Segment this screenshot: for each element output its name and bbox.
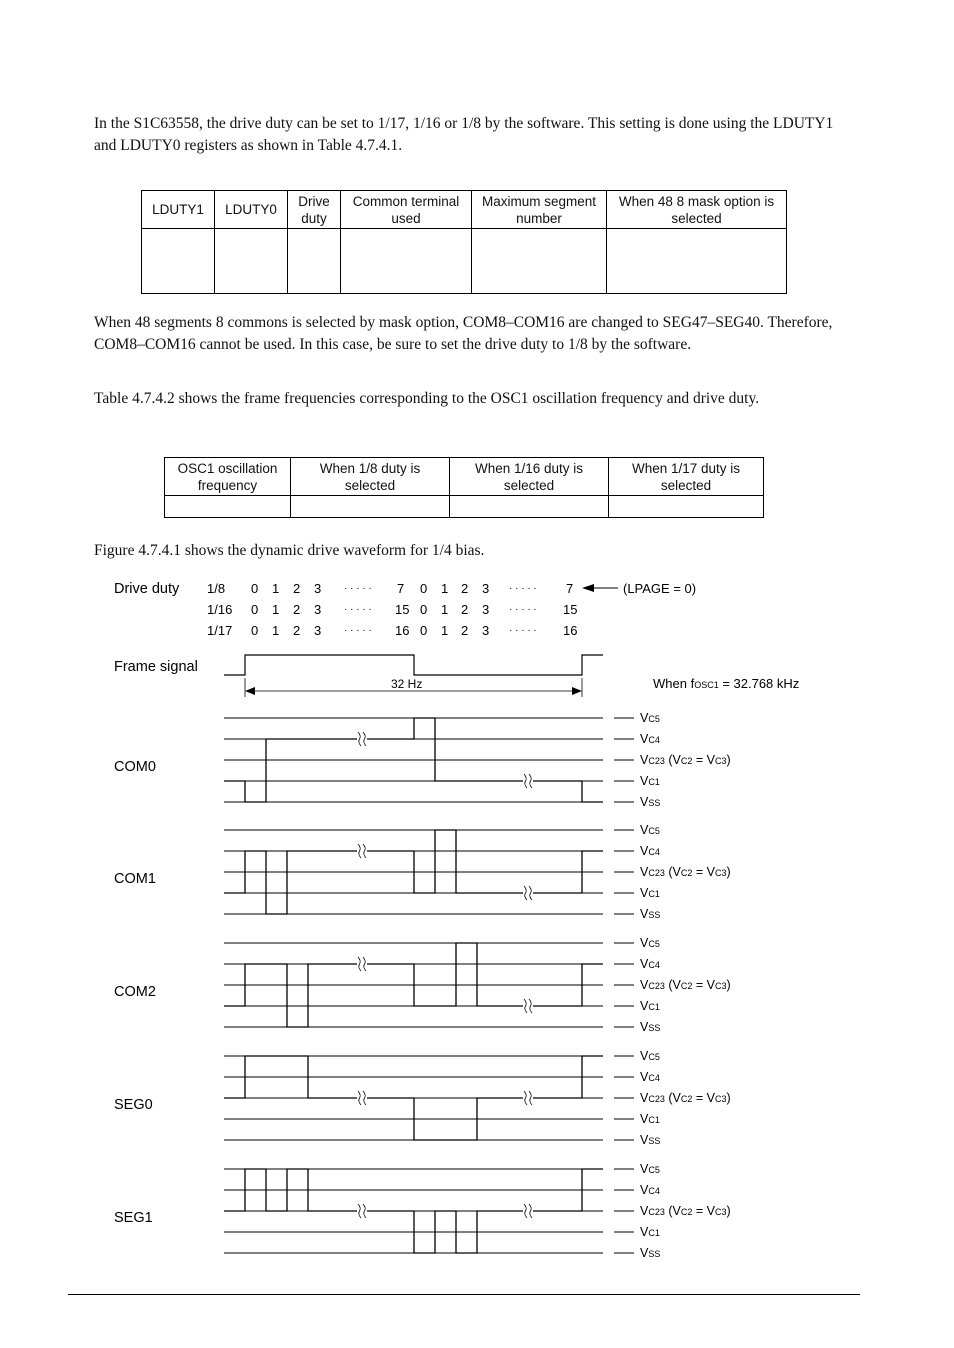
slot-number: 0	[420, 581, 428, 596]
frame-signal-label: Frame signal	[114, 659, 198, 675]
voltage-level-label: VC5	[640, 823, 660, 837]
slot-number: 1	[272, 602, 280, 617]
waveform-groups	[114, 711, 731, 1260]
slot-number: 0	[251, 623, 259, 638]
slot-number: 2	[293, 581, 301, 596]
ellipsis: · · · · ·	[509, 583, 537, 594]
duty-row-1-17	[207, 623, 577, 638]
slot-number: 1	[272, 623, 280, 638]
slot-number: 1	[272, 581, 280, 596]
signal-label: SEG1	[114, 1210, 153, 1226]
com1-waveform	[114, 823, 731, 921]
com0-waveform	[114, 711, 731, 809]
voltage-level-label: VC4	[640, 732, 660, 746]
table-header-cell: LDUTY0	[215, 191, 288, 229]
slot-number: 16	[563, 623, 578, 638]
com2-waveform	[114, 936, 731, 1034]
voltage-level-label: VC1	[640, 1112, 660, 1126]
waveform-trace	[224, 1169, 603, 1253]
frame-frequency-paragraph: Table 4.7.4.2 shows the frame frequencies corresponding to the OSC1 oscillation frequency and drive duty.	[94, 390, 760, 407]
voltage-level-label: VC4	[640, 844, 660, 858]
voltage-level-label: VSS	[640, 1020, 661, 1034]
slot-number: 3	[314, 623, 322, 638]
slot-number: 0	[420, 623, 428, 638]
slot-number: 3	[314, 581, 322, 596]
frame-signal-waveform	[224, 655, 603, 675]
ellipsis: · · · · ·	[344, 583, 372, 594]
voltage-level-label: VSS	[640, 1133, 661, 1147]
voltage-level-label: VC4	[640, 1070, 660, 1084]
seg1-waveform	[114, 1162, 731, 1260]
signal-label: COM0	[114, 759, 156, 775]
slot-number: 3	[482, 602, 490, 617]
table-header-cell: When 1/17 duty is selected	[609, 458, 764, 496]
voltage-level-label: VC23 (VC2 = VC3)	[640, 753, 731, 767]
voltage-level-label: VC23 (VC2 = VC3)	[640, 1204, 731, 1218]
table-header-cell: When 48 8 mask option is selected	[607, 191, 787, 229]
slot-number: 0	[420, 602, 428, 617]
slot-number: 0	[251, 602, 259, 617]
voltage-level-label: VC1	[640, 886, 660, 900]
signal-label: COM1	[114, 871, 156, 887]
slot-number: 2	[461, 581, 469, 596]
figure-caption: Figure 4.7.4.1 shows the dynamic drive waveform for 1/4 bias.	[94, 542, 485, 559]
mask-option-paragraph: When 48 segments 8 commons is selected by mask option, COM8–COM16 are changed to SEG47–SEG40. Therefore, COM8–COM16 cannot be used. In this case, be sure to set the drive duty to 1/8 by the software.	[94, 314, 833, 353]
voltage-level-label: VC1	[640, 1225, 660, 1239]
ellipsis: · · · · ·	[344, 625, 372, 636]
slot-number: 15	[395, 602, 410, 617]
table-header-cell: OSC1 oscillation frequency	[165, 458, 291, 496]
seg0-waveform	[114, 1049, 731, 1147]
table-header-cell: Drive duty	[288, 191, 341, 229]
fosc-note: When fOSC1 = 32.768 kHz	[653, 676, 800, 691]
slot-number: 16	[395, 623, 410, 638]
ellipsis: · · · · ·	[344, 604, 372, 615]
slot-number: 1	[441, 602, 449, 617]
drive-duty-label: Drive duty	[114, 581, 180, 597]
duty-value: 1/17	[207, 623, 233, 638]
voltage-level-label: VC1	[640, 999, 660, 1013]
voltage-level-label: VC23 (VC2 = VC3)	[640, 865, 731, 879]
table-header-cell: When 1/8 duty is selected	[291, 458, 450, 496]
lpage-arrow	[582, 584, 618, 592]
slot-number: 3	[482, 581, 490, 596]
slot-number: 3	[482, 623, 490, 638]
voltage-level-label: VC4	[640, 1183, 660, 1197]
intro-paragraph: In the S1C63558, the drive duty can be set to 1/17, 1/16 or 1/8 by the software. This setting is done using the LDUTY1 and LDUTY0 registers as shown in Table 4.7.4.1.	[94, 115, 834, 154]
slot-number: 2	[461, 623, 469, 638]
slot-number: 3	[314, 602, 322, 617]
voltage-level-label: VSS	[640, 795, 661, 809]
ellipsis: · · · · ·	[509, 625, 537, 636]
table-header-cell: When 1/16 duty is selected	[450, 458, 609, 496]
slot-number: 2	[293, 602, 301, 617]
footer-rule	[68, 1294, 860, 1295]
slot-number: 0	[251, 581, 259, 596]
voltage-level-label: VC23 (VC2 = VC3)	[640, 1091, 731, 1105]
slot-number: 15	[563, 602, 578, 617]
table-header-cell: LDUTY1	[142, 191, 215, 229]
ellipsis: · · · · ·	[509, 604, 537, 615]
voltage-level-label: VC5	[640, 1049, 660, 1063]
voltage-level-label: VC5	[640, 1162, 660, 1176]
voltage-level-label: VC4	[640, 957, 660, 971]
table-header-cell: Common terminal used	[341, 191, 472, 229]
voltage-level-label: VSS	[640, 1246, 661, 1260]
slot-number: 2	[461, 602, 469, 617]
slot-number: 1	[441, 623, 449, 638]
voltage-level-label: VSS	[640, 907, 661, 921]
table-header-cell: Maximum segment number	[472, 191, 607, 229]
frame-frequency-label: 32 Hz	[391, 677, 423, 691]
slot-number: 7	[566, 581, 574, 596]
voltage-level-label: VC1	[640, 774, 660, 788]
duty-value: 1/8	[207, 581, 226, 596]
lpage-note: (LPAGE = 0)	[623, 581, 697, 596]
duty-value: 1/16	[207, 602, 233, 617]
voltage-level-label: VC5	[640, 936, 660, 950]
signal-label: SEG0	[114, 1097, 153, 1113]
slot-number: 7	[397, 581, 405, 596]
voltage-level-label: VC23 (VC2 = VC3)	[640, 978, 731, 992]
slot-number: 2	[293, 623, 301, 638]
duty-row-1-16	[207, 602, 577, 617]
slot-number: 1	[441, 581, 449, 596]
signal-label: COM2	[114, 984, 156, 1000]
voltage-level-label: VC5	[640, 711, 660, 725]
duty-row-1-8	[207, 581, 573, 596]
